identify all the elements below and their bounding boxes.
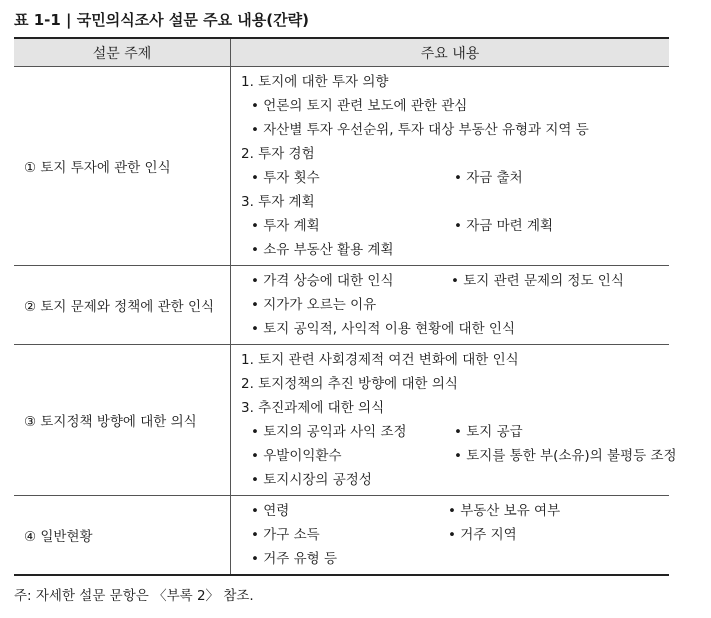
content-heading: 2. 토지정책의 추진 방향에 대한 의식 [241, 376, 458, 392]
content-bullet: • 언론의 토지 관련 보도에 관한 관심 [251, 98, 468, 114]
header-content: 주요 내용 [231, 38, 670, 67]
content-item: • 토지 관련 문제의 정도 인식 [451, 273, 624, 289]
content-bullet: • 토지시장의 공정성 [251, 472, 372, 488]
content-item: • 연령 [251, 503, 290, 519]
content-item: • 투자 횟수 [251, 170, 320, 186]
content-heading: 1. 토지에 대한 투자 의향 [241, 74, 389, 90]
content-cell [231, 345, 677, 496]
content-item: • 부동산 보유 여부 [448, 503, 561, 519]
content-item: • 투자 계획 [251, 218, 320, 234]
content-item: • 자금 출처 [454, 170, 523, 186]
content-item: • 토지 공급 [454, 424, 523, 440]
content-line-pair [241, 166, 669, 190]
content-line-pair [241, 444, 677, 468]
topic-cell: ③ 토지정책 방향에 대한 의식 [14, 345, 231, 496]
content-heading: 3. 투자 계획 [241, 194, 315, 210]
content-bullet: • 소유 부동산 활용 계획 [251, 242, 394, 258]
content-item: • 가구 소득 [251, 527, 320, 543]
content-bullet: • 자산별 투자 우선순위, 투자 대상 부동산 유형과 지역 등 [251, 122, 589, 138]
header-topic: 설문 주제 [14, 38, 231, 67]
content-cell [231, 67, 670, 266]
content-line-pair [241, 269, 669, 293]
content-line-pair [241, 420, 669, 444]
content-bullet: • 토지 공익적, 사익적 이용 현황에 대한 인식 [251, 321, 515, 337]
table-row [14, 266, 669, 345]
topic-cell: ① 토지 투자에 관한 인식 [24, 160, 171, 176]
table-row [14, 67, 669, 266]
footnote: 주: 자세한 설문 문항은 〈부록 2〉 참조. [14, 588, 254, 604]
table-row [14, 345, 669, 496]
content-bullet: • 지가가 오르는 이유 [251, 297, 377, 313]
content-heading: 1. 토지 관련 사회경제적 여건 변화에 대한 인식 [241, 352, 519, 368]
table-header-row [14, 38, 669, 67]
content-line-pair [241, 523, 669, 547]
content-item: • 거주 지역 [448, 527, 517, 543]
topic-cell: ④ 일반현황 [14, 496, 231, 576]
survey-table-container [14, 37, 677, 576]
content-item: • 자금 마련 계획 [454, 218, 554, 234]
content-heading: 2. 투자 경험 [241, 146, 315, 162]
table-row [14, 496, 669, 576]
content-cell [231, 266, 670, 345]
topic-cell: ② 토지 문제와 정책에 관한 인식 [14, 266, 231, 345]
content-bullet: • 거주 유형 등 [251, 551, 338, 567]
content-item: • 토지의 공익과 사익 조정 [251, 424, 407, 440]
content-item: • 우발이익환수 [251, 448, 342, 464]
survey-table [14, 37, 677, 576]
content-line-pair [241, 499, 669, 523]
content-line-pair [241, 214, 669, 238]
content-cell [231, 496, 670, 576]
content-item: • 토지를 통한 부(소유)의 불평등 조정 [454, 448, 677, 464]
content-item: • 가격 상승에 대한 인식 [251, 273, 394, 289]
content-heading: 3. 추진과제에 대한 의식 [241, 400, 385, 416]
table-caption: 표 1-1 | 국민의식조사 설문 주요 내용(간략) [14, 11, 309, 29]
